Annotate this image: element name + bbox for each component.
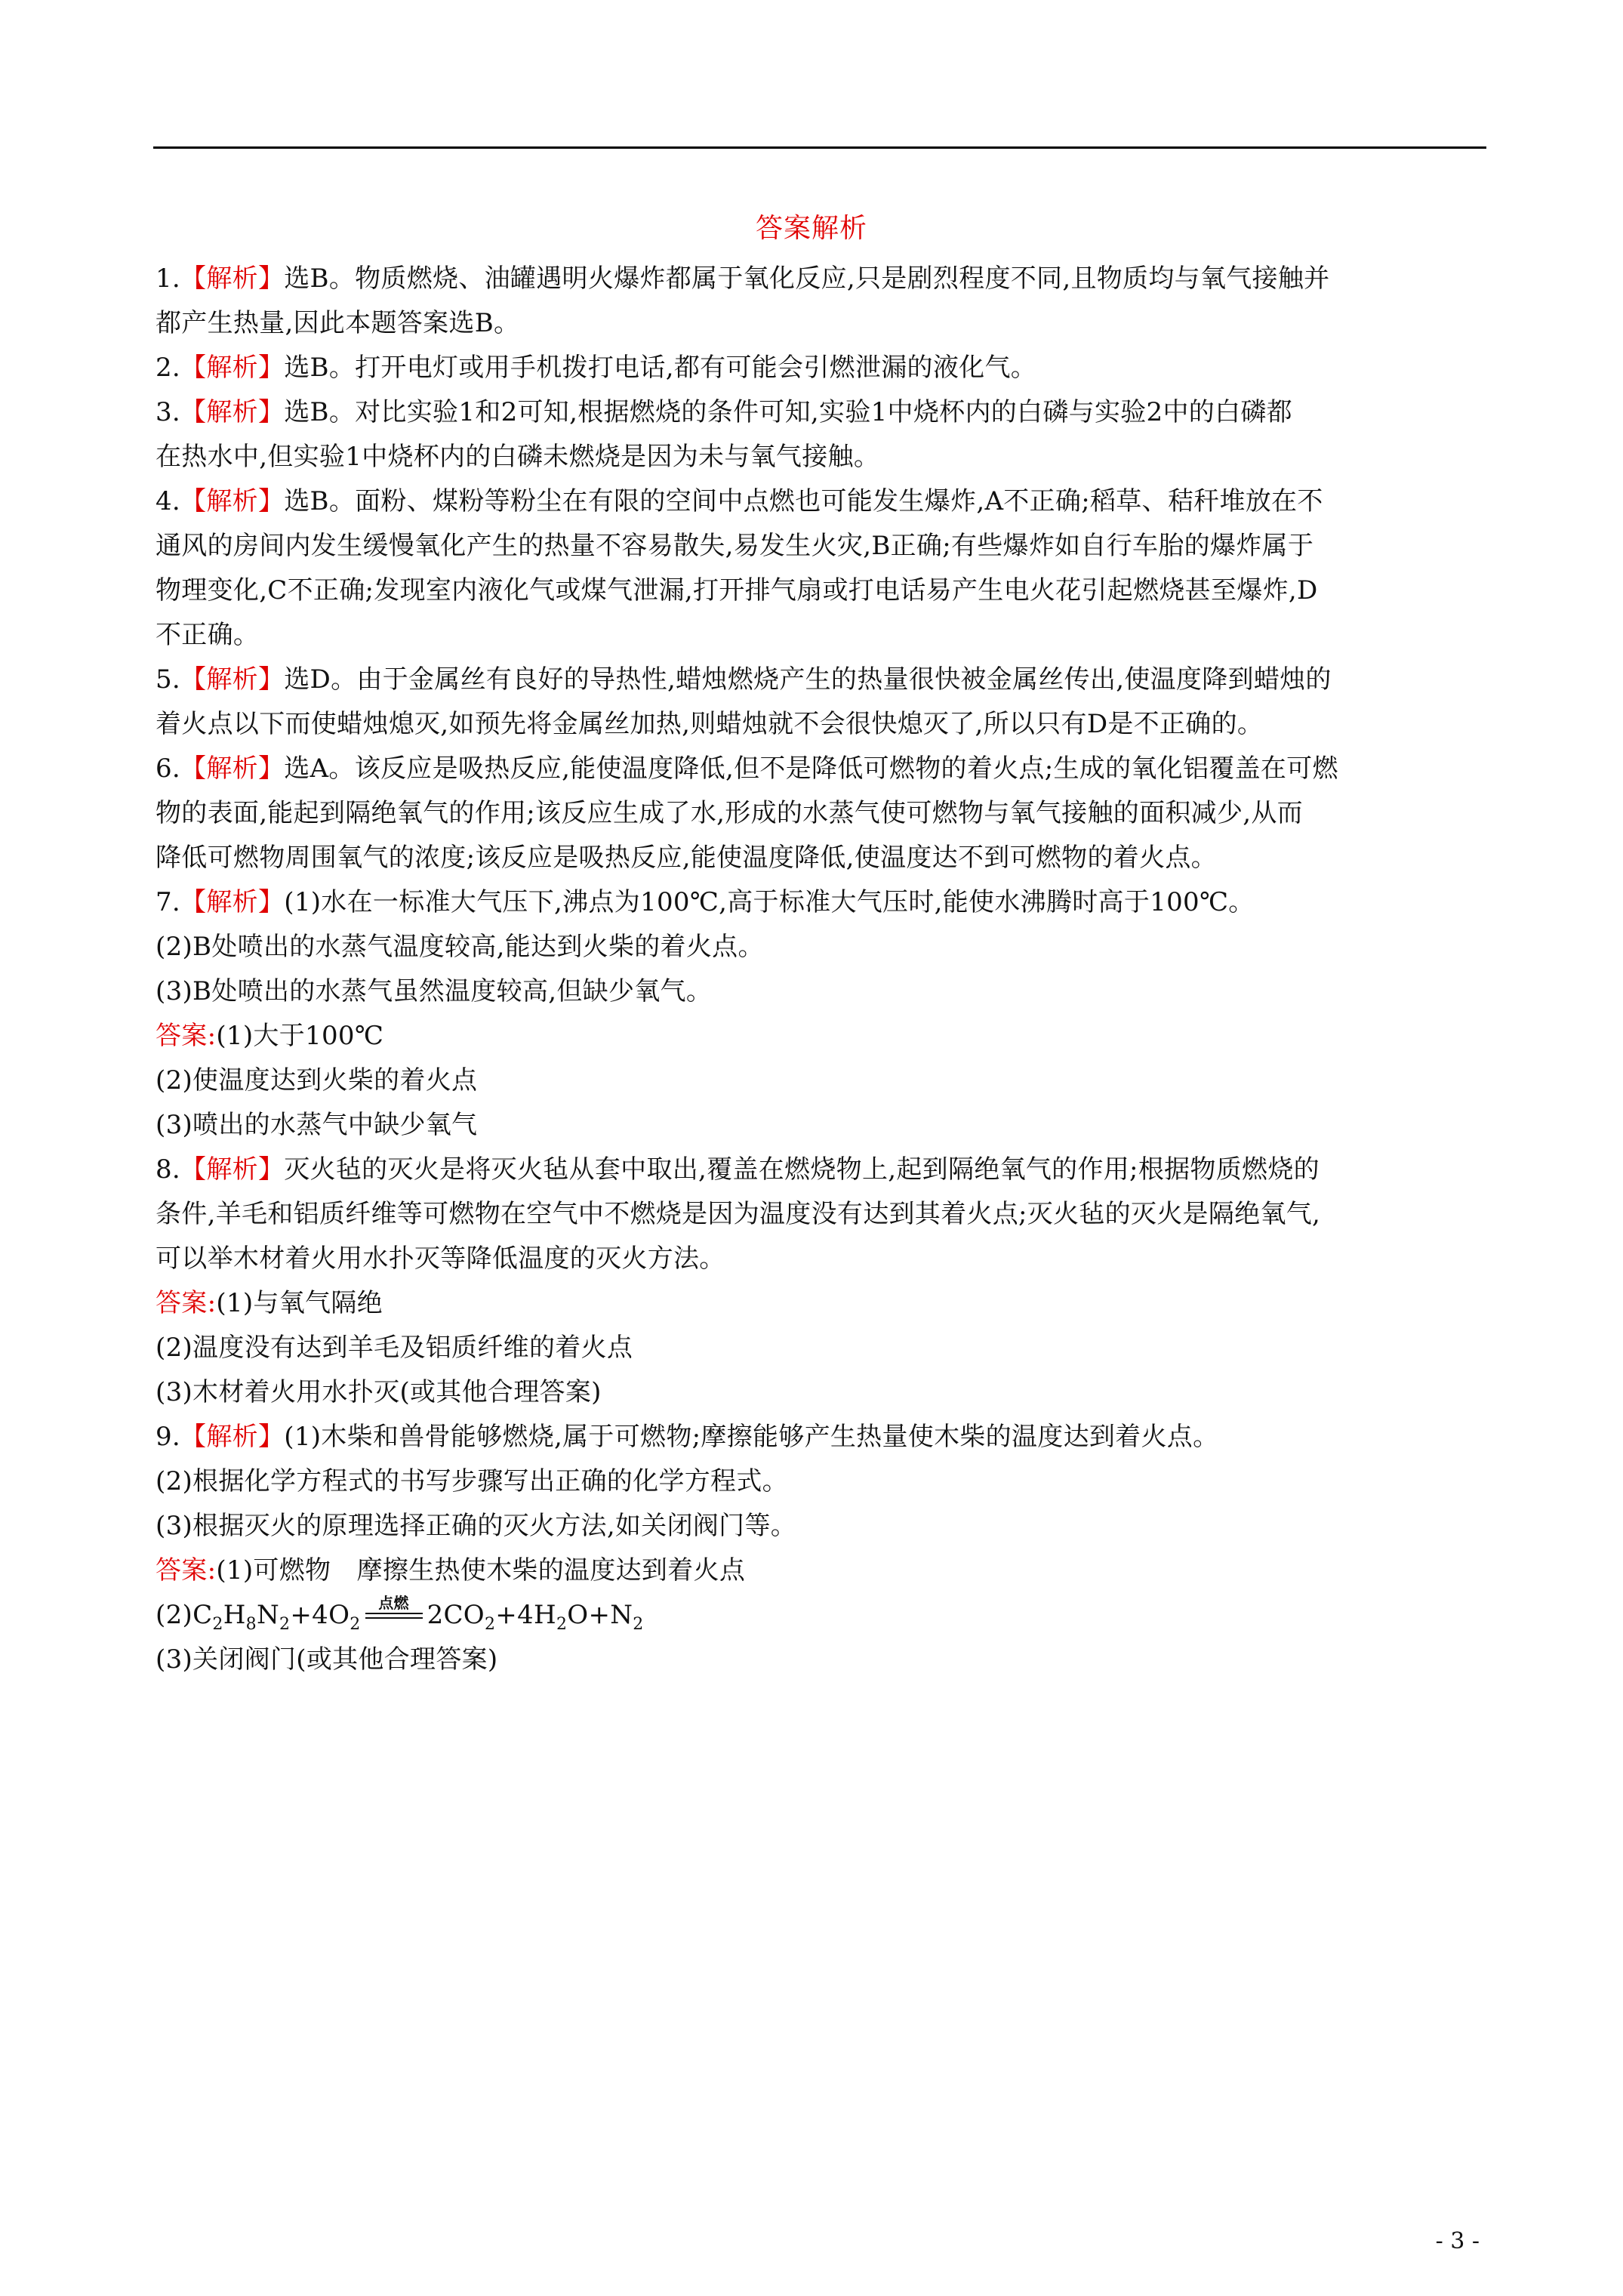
reaction-condition bbox=[361, 1594, 427, 1628]
answer-2 bbox=[156, 346, 1490, 390]
condition-label: 点燃 bbox=[378, 1594, 409, 1612]
text-line: 灭火毡的灭火是将灭火毡从套中取出,覆盖在燃烧物上,起到隔绝氧气的作用;根据物质燃烧的 bbox=[284, 1154, 1320, 1185]
item-number: 6. bbox=[156, 754, 181, 784]
answer-8-result bbox=[156, 1281, 1490, 1326]
formula-part: 2CO bbox=[427, 1600, 485, 1630]
equals-line-top bbox=[365, 1613, 423, 1614]
answer-9 bbox=[156, 1415, 1490, 1459]
formula-part: N bbox=[256, 1600, 280, 1630]
answer-5 bbox=[156, 658, 1490, 702]
item-number: 7. bbox=[156, 887, 181, 917]
equals-line-bottom bbox=[365, 1617, 423, 1619]
text-line: (1)水在一标准大气压下,沸点为100℃,高于标准大气压时,能使水沸腾时高于100℃。 bbox=[284, 887, 1255, 917]
analysis-tag: 【解析】 bbox=[180, 397, 285, 427]
text-line: (1)可燃物 摩擦生热使木柴的温度达到着火点 bbox=[216, 1555, 746, 1586]
text-line: 选B。对比实验1和2可知,根据燃烧的条件可知,实验1中烧杯内的白磷与实验2中的白磷都 bbox=[284, 397, 1292, 427]
subscript: 2 bbox=[350, 1614, 361, 1634]
text-line: 都产生热量,因此本题答案选B。 bbox=[156, 308, 520, 338]
text-line: (2)B处喷出的水蒸气温度较高,能达到火柴的着火点。 bbox=[156, 932, 764, 962]
text-line: (3)关闭阀门(或其他合理答案) bbox=[156, 1644, 498, 1675]
text-line: 通风的房间内发生缓慢氧化产生的热量不容易散失,易发生火灾,B正确;有些爆炸如自行车胎的爆炸属于 bbox=[156, 531, 1314, 561]
text-line: 物理变化,C不正确;发现室内液化气或煤气泄漏,打开排气扇或打电话易产生电火花引起燃烧甚至爆炸,D bbox=[156, 575, 1318, 606]
text-line: (3)根据灭火的原理选择正确的灭火方法,如关闭阀门等。 bbox=[156, 1511, 797, 1541]
text-line: 选B。面粉、煤粉等粉尘在有限的空间中点燃也可能发生爆炸,A不正确;稻草、秸秆堆放在不 bbox=[284, 486, 1323, 516]
text-line: (2)根据化学方程式的书写步骤写出正确的化学方程式。 bbox=[156, 1466, 788, 1496]
text-line: (2)使温度达到火柴的着火点 bbox=[156, 1065, 478, 1096]
text-line: 可以举木材着火用水扑灭等降低温度的灭火方法。 bbox=[156, 1244, 725, 1274]
analysis-tag: 【解析】 bbox=[180, 664, 285, 695]
text-line: (3)B处喷出的水蒸气虽然温度较高,但缺少氧气。 bbox=[156, 976, 713, 1006]
text-line: (3)喷出的水蒸气中缺少氧气 bbox=[156, 1110, 478, 1140]
analysis-tag: 【解析】 bbox=[180, 264, 285, 294]
item-number: 3. bbox=[156, 397, 181, 427]
text-line: 不正确。 bbox=[156, 620, 260, 650]
answer-label: 答案: bbox=[156, 1555, 217, 1586]
formula-part: C bbox=[192, 1600, 213, 1630]
item-number: 5. bbox=[156, 664, 181, 695]
subscript: 2 bbox=[556, 1614, 568, 1634]
answer-label: 答案: bbox=[156, 1288, 217, 1318]
page-title: 答案解析 bbox=[755, 213, 867, 244]
subscript: 2 bbox=[279, 1614, 291, 1634]
text-line: 着火点以下而使蜡烛熄灭,如预先将金属丝加热,则蜡烛就不会很快熄灭了,所以只有D是不正确的。 bbox=[156, 709, 1264, 739]
analysis-tag: 【解析】 bbox=[180, 353, 285, 383]
answer-7 bbox=[156, 880, 1490, 925]
item-number: 9. bbox=[156, 1422, 181, 1452]
text-line: (3)木材着火用水扑灭(或其他合理答案) bbox=[156, 1377, 602, 1407]
equation-prefix: (2) bbox=[156, 1600, 193, 1630]
formula-part: O+N bbox=[567, 1600, 633, 1630]
answer-3 bbox=[156, 390, 1490, 435]
analysis-tag: 【解析】 bbox=[180, 1154, 285, 1185]
analysis-tag: 【解析】 bbox=[180, 1422, 285, 1452]
page-number: - 3 - bbox=[1435, 2228, 1480, 2254]
text-line: 物的表面,能起到隔绝氧气的作用;该反应生成了水,形成的水蒸气使可燃物与氧气接触的面积减少,从而 bbox=[156, 798, 1303, 828]
item-number: 2. bbox=[156, 353, 181, 383]
item-number: 1. bbox=[156, 264, 181, 294]
answer-1 bbox=[156, 257, 1490, 301]
subscript: 8 bbox=[245, 1614, 257, 1634]
subscript: 2 bbox=[633, 1614, 644, 1634]
subscript: 2 bbox=[484, 1614, 496, 1634]
analysis-tag: 【解析】 bbox=[180, 754, 285, 784]
text-line: (1)木柴和兽骨能够燃烧,属于可燃物;摩擦能够产生热量使木柴的温度达到着火点。 bbox=[284, 1422, 1219, 1452]
text-line: 在热水中,但实验1中烧杯内的白磷未燃烧是因为未与氧气接触。 bbox=[156, 442, 880, 472]
header-rule bbox=[153, 146, 1486, 149]
subscript: 2 bbox=[212, 1614, 223, 1634]
item-number: 4. bbox=[156, 486, 181, 516]
text-line: (2)温度没有达到羊毛及铝质纤维的着火点 bbox=[156, 1333, 633, 1363]
formula-part: +4O bbox=[290, 1600, 350, 1630]
text-line: (1)与氧气隔绝 bbox=[216, 1288, 383, 1318]
analysis-tag: 【解析】 bbox=[180, 486, 285, 516]
text-line: 选A。该反应是吸热反应,能使温度降低,但不是降低可燃物的着火点;生成的氧化铝覆盖在可燃 bbox=[284, 754, 1338, 784]
item-number: 8. bbox=[156, 1154, 181, 1185]
formula-part: +4H bbox=[495, 1600, 556, 1630]
text-line: 选D。由于金属丝有良好的导热性,蜡烛燃烧产生的热量很快被金属丝传出,使温度降到蜡烛的 bbox=[284, 664, 1332, 695]
answer-9-result bbox=[156, 1549, 1490, 1593]
text-line: (1)大于100℃ bbox=[216, 1021, 384, 1051]
text-line: 降低可燃物周围氧气的浓度;该反应是吸热反应,能使温度降低,使温度达不到可燃物的着火点。 bbox=[156, 843, 1217, 873]
text-line: 选B。打开电灯或用手机拨打电话,都有可能会引燃泄漏的液化气。 bbox=[284, 353, 1037, 383]
text-line: 选B。物质燃烧、油罐遇明火爆炸都属于氧化反应,只是剧烈程度不同,且物质均与氧气接触并 bbox=[284, 264, 1330, 294]
formula-part: H bbox=[223, 1600, 246, 1630]
answer-4 bbox=[156, 479, 1490, 524]
text-line: 条件,羊毛和铝质纤维等可燃物在空气中不燃烧是因为温度没有达到其着火点;灭火毡的灭火是隔绝氧气, bbox=[156, 1199, 1321, 1229]
answer-label: 答案: bbox=[156, 1021, 217, 1051]
answer-6 bbox=[156, 747, 1490, 791]
answer-content bbox=[156, 257, 1490, 1682]
analysis-tag: 【解析】 bbox=[180, 887, 285, 917]
answer-8 bbox=[156, 1148, 1490, 1192]
answer-7-result bbox=[156, 1014, 1490, 1059]
chemical-equation bbox=[156, 1593, 1490, 1638]
